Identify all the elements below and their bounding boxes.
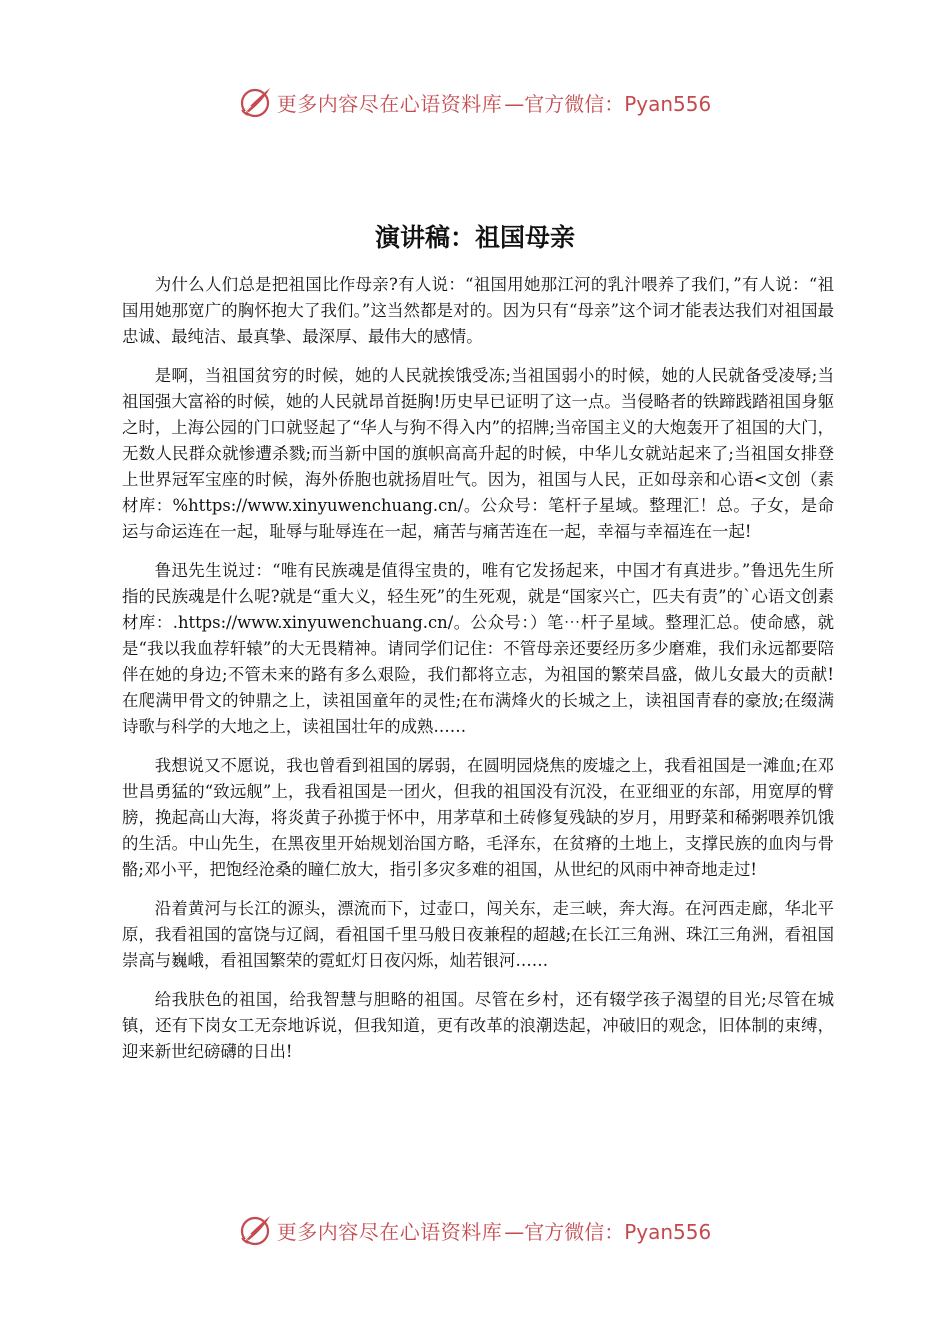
footer-banner-suffix: —官方微信：Pyan556 — [504, 1219, 712, 1244]
paragraph-5: 沿着黄河与长江的源头，漂流而下，过壶口，闯关东，走三峡，奔大海。在河西走廊，华北平原，我看祖国的富饶与辽阔，看祖国千里马般日夜兼程的超越;在长江三角洲、珠江三角洲，看祖国崇高与巍峨，看祖国繁荣的霓虹灯日夜闪烁，灿若银河…… — [122, 899, 834, 970]
paragraph-4: 我想说又不愿说，我也曾看到祖国的孱弱，在圆明园烧焦的废墟之上，我看祖国是一滩血;在邓世昌勇猛的“致远舰”上，我看祖国是一团火，但我的祖国没有沉没，在亚细亚的东部，用宽厚的臂膀，挽起高山大海，将炎黄子孙揽于怀中，用茅草和土砖修复残缺的岁月，用野菜和稀粥喂养饥饿的生活。中山先生，在黑夜里开始规划治国方略，毛泽东，在贫瘠的土地上，支撑民族的血肉与骨骼;邓小平，把饱经沧桑的瞳仁放大，指引多灾多难的祖国，从世纪的风雨中神奇地走过! — [122, 756, 834, 879]
header-banner — [0, 82, 950, 122]
footer-banner-text: 更多内容尽在心语资料库 — [276, 1219, 503, 1244]
document-body — [122, 272, 834, 1078]
quill-pen-logo-icon — [239, 85, 273, 119]
header-banner-text: 更多内容尽在心语资料库 — [276, 91, 503, 116]
paragraph-6: 给我肤色的祖国，给我智慧与胆略的祖国。尽管在乡村，还有辍学孩子渴望的目光;尽管在城镇，还有下岗女工无奈地诉说，但我知道，更有改革的浪潮迭起，冲破旧的观念，旧体制的束缚，迎来新世纪磅礴的日出! — [122, 990, 834, 1061]
quill-pen-logo-icon — [239, 1213, 273, 1247]
footer-banner — [0, 1210, 950, 1250]
document-title: 演讲稿：祖国母亲 — [374, 223, 575, 252]
header-banner-suffix: —官方微信：Pyan556 — [504, 91, 712, 116]
paragraph-3: 鲁迅先生说过：“唯有民族魂是值得宝贵的，唯有它发扬起来，中国才有真进步。”鲁迅先生所指的民族魂是什么呢?就是“重大义，轻生死”的生死观，就是“国家兴亡，匹夫有责”的`心语文创素材库：.https://www.xinyuwenchuang.cn/。公众号：）笔⋯杆子星域。整理汇总。使命感，就是“我以我血荐轩辕”的大无畏精神。请同学们记住：不管母亲还要经历多少磨难，我们永远都要陪伴在她的身边;不管未来的路有多么艰险，我们都将立志，为祖国的繁荣昌盛，做儿女最大的贡献!在爬满甲骨文的钟鼎之上，读祖国童年的灵性;在布满烽火的长城之上，读祖国青春的豪放;在缀满诗歌与科学的大地之上，读祖国壮年的成熟…… — [122, 561, 834, 736]
paragraph-2: 是啊，当祖国贫穷的时候，她的人民就挨饿受冻;当祖国弱小的时候，她的人民就备受凌辱;当祖国强大富裕的时候，她的人民就昂首挺胸!历史早已证明了这一点。当侵略者的铁蹄践踏祖国身躯之时，上海公园的门口就竖起了“华人与狗不得入内”的招牌;当帝国主义的大炮轰开了祖国的大门，无数人民群众就惨遭杀戮;而当新中国的旗帜高高升起的时候，中华儿女就站起来了;当祖国女排登上世界冠军宝座的时候，海外侨胞也就扬眉吐气。因为，祖国与人民，正如母亲和心语<文创（素材库：%https://www.xinyuwenchuang.cn/。公众号：笔杆子星域。整理汇！总。子女，是命运与命运连在一起，耻辱与耻辱连在一起，痛苦与痛苦连在一起，幸福与幸福连在一起! — [122, 366, 834, 541]
paragraph-1: 为什么人们总是把祖国比作母亲?有人说：“祖国用她那江河的乳汁喂养了我们，”有人说：“祖国用她那宽广的胸怀抱大了我们。”这当然都是对的。因为只有“母亲”这个词才能表达我们对祖国最忠诚、最纯洁、最真挚、最深厚、最伟大的感情。 — [122, 275, 834, 346]
